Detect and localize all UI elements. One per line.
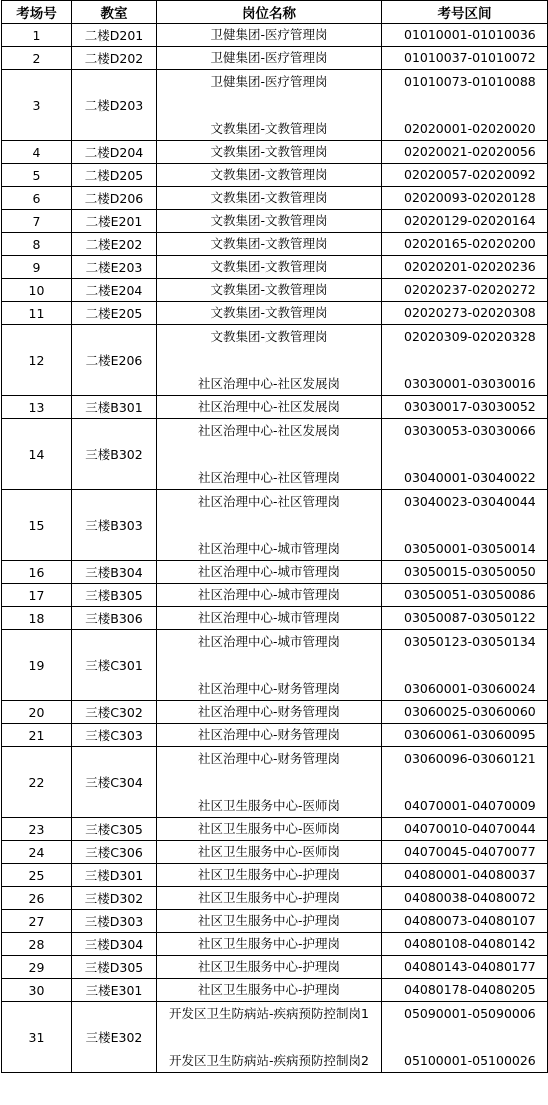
cell-position [157, 187, 382, 210]
cell-position [157, 419, 382, 490]
cell-exam-range [382, 164, 548, 187]
position-line: 文教集团-文教管理岗 [210, 236, 328, 251]
cell-position [157, 256, 382, 279]
exam-range-line: 03050087-03050122 [404, 610, 536, 625]
header-position: 岗位名称 [157, 1, 382, 24]
exam-range-line: 02020001-02020020 [404, 120, 536, 136]
table-row [2, 1002, 548, 1073]
exam-range-line: 02020237-02020272 [404, 282, 536, 297]
table-row [2, 607, 548, 630]
cell-classroom: 二楼E206 [72, 325, 157, 396]
exam-range-line: 03060096-03060121 [404, 751, 536, 766]
cell-exam-range [382, 279, 548, 302]
cell-exam-range [382, 141, 548, 164]
exam-range-line: 02020093-02020128 [404, 190, 536, 205]
cell-classroom: 三楼B306 [72, 607, 157, 630]
cell-classroom: 二楼D204 [72, 141, 157, 164]
cell-position [157, 747, 382, 818]
cell-room-no: 17 [2, 584, 72, 607]
cell-classroom: 三楼E302 [72, 1002, 157, 1073]
position-line: 社区卫生服务中心-护理岗 [197, 959, 340, 974]
cell-classroom: 三楼C306 [72, 841, 157, 864]
cell-position [157, 584, 382, 607]
cell-exam-range [382, 396, 548, 419]
cell-position [157, 887, 382, 910]
exam-range-line: 04070010-04070044 [404, 821, 536, 836]
exam-range-line: 04070001-04070009 [404, 797, 536, 813]
position-line: 社区治理中心-社区发展岗 [197, 423, 340, 438]
table-row [2, 841, 548, 864]
cell-position [157, 910, 382, 933]
cell-room-no: 10 [2, 279, 72, 302]
cell-classroom: 二楼E203 [72, 256, 157, 279]
header-row [2, 1, 548, 24]
exam-range-line: 03060061-03060095 [404, 727, 536, 742]
cell-classroom: 三楼C304 [72, 747, 157, 818]
cell-exam-range [382, 1002, 548, 1073]
cell-position [157, 210, 382, 233]
cell-exam-range [382, 256, 548, 279]
cell-exam-range [382, 864, 548, 887]
cell-classroom: 三楼C302 [72, 701, 157, 724]
table-body [2, 24, 548, 1073]
cell-classroom: 二楼D206 [72, 187, 157, 210]
position-line: 文教集团-文教管理岗 [210, 120, 328, 136]
exam-range-line: 02020057-02020092 [404, 167, 536, 182]
cell-position [157, 490, 382, 561]
cell-classroom: 三楼C301 [72, 630, 157, 701]
exam-range-line: 03050001-03050014 [404, 540, 536, 556]
cell-room-no: 29 [2, 956, 72, 979]
cell-position [157, 956, 382, 979]
table-row [2, 187, 548, 210]
cell-exam-range [382, 210, 548, 233]
cell-exam-range [382, 747, 548, 818]
position-line: 社区卫生服务中心-护理岗 [197, 982, 340, 997]
cell-room-no: 18 [2, 607, 72, 630]
cell-position [157, 979, 382, 1002]
cell-classroom: 三楼B305 [72, 584, 157, 607]
cell-room-no: 19 [2, 630, 72, 701]
cell-room-no: 25 [2, 864, 72, 887]
position-line: 社区治理中心-财务管理岗 [197, 751, 340, 766]
cell-room-no: 16 [2, 561, 72, 584]
cell-room-no: 12 [2, 325, 72, 396]
table-row [2, 887, 548, 910]
cell-classroom: 三楼B304 [72, 561, 157, 584]
cell-exam-range [382, 818, 548, 841]
cell-position [157, 47, 382, 70]
cell-room-no: 22 [2, 747, 72, 818]
cell-classroom: 二楼D203 [72, 70, 157, 141]
position-line: 文教集团-文教管理岗 [210, 329, 328, 344]
cell-exam-range [382, 302, 548, 325]
cell-classroom: 二楼E201 [72, 210, 157, 233]
cell-classroom: 二楼D201 [72, 24, 157, 47]
cell-position [157, 325, 382, 396]
position-line: 社区治理中心-城市管理岗 [197, 587, 340, 602]
table-row [2, 210, 548, 233]
cell-position [157, 1002, 382, 1073]
cell-room-no: 14 [2, 419, 72, 490]
table-row [2, 325, 548, 396]
table-row [2, 233, 548, 256]
position-line: 社区治理中心-城市管理岗 [197, 564, 340, 579]
cell-exam-range [382, 841, 548, 864]
exam-range-line: 04080178-04080205 [404, 982, 536, 997]
cell-room-no: 20 [2, 701, 72, 724]
cell-room-no: 30 [2, 979, 72, 1002]
cell-position [157, 233, 382, 256]
exam-range-line: 03030017-03030052 [404, 399, 536, 414]
cell-exam-range [382, 419, 548, 490]
table-row [2, 584, 548, 607]
table-row [2, 279, 548, 302]
cell-position [157, 607, 382, 630]
table-row [2, 979, 548, 1002]
cell-room-no: 21 [2, 724, 72, 747]
cell-classroom: 三楼C305 [72, 818, 157, 841]
cell-position [157, 701, 382, 724]
header-classroom: 教室 [72, 1, 157, 24]
position-line: 卫健集团-医疗管理岗 [210, 27, 328, 42]
cell-position [157, 561, 382, 584]
cell-classroom: 三楼B303 [72, 490, 157, 561]
table-row [2, 701, 548, 724]
cell-position [157, 630, 382, 701]
position-line: 开发区卫生防病站-疾病预防控制岗1 [169, 1006, 369, 1021]
position-line: 文教集团-文教管理岗 [210, 305, 328, 320]
cell-room-no: 8 [2, 233, 72, 256]
cell-position [157, 396, 382, 419]
cell-room-no: 9 [2, 256, 72, 279]
cell-exam-range [382, 724, 548, 747]
table-row [2, 419, 548, 490]
exam-range-line: 04080038-04080072 [404, 890, 536, 905]
cell-exam-range [382, 187, 548, 210]
cell-position [157, 864, 382, 887]
cell-exam-range [382, 956, 548, 979]
cell-position [157, 70, 382, 141]
table-row [2, 630, 548, 701]
cell-room-no: 15 [2, 490, 72, 561]
cell-exam-range [382, 233, 548, 256]
cell-position [157, 724, 382, 747]
cell-exam-range [382, 325, 548, 396]
position-line: 社区治理中心-城市管理岗 [197, 540, 340, 556]
position-line: 社区治理中心-城市管理岗 [197, 610, 340, 625]
cell-position [157, 818, 382, 841]
position-line: 文教集团-文教管理岗 [210, 259, 328, 274]
cell-room-no: 2 [2, 47, 72, 70]
position-line: 社区卫生服务中心-护理岗 [197, 936, 340, 951]
cell-room-no: 1 [2, 24, 72, 47]
cell-position [157, 279, 382, 302]
cell-position [157, 841, 382, 864]
exam-range-line: 03050015-03050050 [404, 564, 536, 579]
exam-range-line: 03030001-03030016 [404, 375, 536, 391]
exam-range-line: 01010001-01010036 [404, 27, 536, 42]
position-line: 社区卫生服务中心-护理岗 [197, 867, 340, 882]
cell-room-no: 28 [2, 933, 72, 956]
table-row [2, 747, 548, 818]
cell-classroom: 二楼E205 [72, 302, 157, 325]
table-row [2, 302, 548, 325]
table-row [2, 47, 548, 70]
exam-range-line: 02020165-02020200 [404, 236, 536, 251]
position-line: 社区卫生服务中心-医师岗 [197, 797, 340, 813]
cell-exam-range [382, 584, 548, 607]
position-line: 社区治理中心-社区管理岗 [197, 469, 340, 485]
table-row [2, 141, 548, 164]
exam-range-line: 03040001-03040022 [404, 469, 536, 485]
position-line: 社区卫生服务中心-护理岗 [197, 913, 340, 928]
table-row [2, 910, 548, 933]
cell-exam-range [382, 490, 548, 561]
cell-exam-range [382, 24, 548, 47]
cell-classroom: 三楼E301 [72, 979, 157, 1002]
table-row [2, 561, 548, 584]
position-line: 社区治理中心-城市管理岗 [197, 634, 340, 649]
exam-range-line: 04080073-04080107 [404, 913, 536, 928]
exam-range-line: 04070045-04070077 [404, 844, 536, 859]
cell-room-no: 11 [2, 302, 72, 325]
cell-classroom: 二楼D202 [72, 47, 157, 70]
cell-position [157, 164, 382, 187]
cell-exam-range [382, 933, 548, 956]
cell-classroom: 三楼D303 [72, 910, 157, 933]
table-row [2, 396, 548, 419]
cell-exam-range [382, 701, 548, 724]
cell-room-no: 31 [2, 1002, 72, 1073]
exam-range-line: 03040023-03040044 [404, 494, 536, 509]
cell-room-no: 13 [2, 396, 72, 419]
exam-range-line: 01010037-01010072 [404, 50, 536, 65]
exam-range-line: 05090001-05090006 [404, 1006, 536, 1021]
header-exam-range: 考号区间 [382, 1, 548, 24]
position-line: 卫健集团-医疗管理岗 [210, 50, 328, 65]
cell-classroom: 三楼D305 [72, 956, 157, 979]
exam-range-line: 02020021-02020056 [404, 144, 536, 159]
cell-room-no: 24 [2, 841, 72, 864]
exam-range-line: 05100001-05100026 [404, 1052, 536, 1068]
position-line: 文教集团-文教管理岗 [210, 213, 328, 228]
exam-range-line: 01010073-01010088 [404, 74, 536, 89]
position-line: 社区治理中心-社区管理岗 [197, 494, 340, 509]
cell-exam-range [382, 47, 548, 70]
position-line: 社区治理中心-财务管理岗 [197, 704, 340, 719]
cell-position [157, 302, 382, 325]
position-line: 文教集团-文教管理岗 [210, 144, 328, 159]
cell-classroom: 二楼E202 [72, 233, 157, 256]
cell-room-no: 27 [2, 910, 72, 933]
position-line: 文教集团-文教管理岗 [210, 167, 328, 182]
cell-classroom: 二楼D205 [72, 164, 157, 187]
position-line: 开发区卫生防病站-疾病预防控制岗2 [169, 1052, 369, 1068]
cell-exam-range [382, 70, 548, 141]
exam-range-line: 04080143-04080177 [404, 959, 536, 974]
cell-exam-range [382, 630, 548, 701]
table-row [2, 818, 548, 841]
table-row [2, 864, 548, 887]
cell-classroom: 三楼D304 [72, 933, 157, 956]
position-line: 社区卫生服务中心-护理岗 [197, 890, 340, 905]
table-row [2, 724, 548, 747]
cell-classroom: 二楼E204 [72, 279, 157, 302]
cell-exam-range [382, 561, 548, 584]
cell-room-no: 23 [2, 818, 72, 841]
cell-room-no: 3 [2, 70, 72, 141]
table-row [2, 70, 548, 141]
position-line: 社区卫生服务中心-医师岗 [197, 821, 340, 836]
exam-range-line: 03050051-03050086 [404, 587, 536, 602]
position-line: 社区卫生服务中心-医师岗 [197, 844, 340, 859]
position-line: 卫健集团-医疗管理岗 [210, 74, 328, 89]
exam-range-line: 02020201-02020236 [404, 259, 536, 274]
table-row [2, 24, 548, 47]
position-line: 社区治理中心-财务管理岗 [197, 680, 340, 696]
cell-room-no: 4 [2, 141, 72, 164]
cell-room-no: 5 [2, 164, 72, 187]
exam-room-table [1, 0, 548, 1073]
cell-position [157, 141, 382, 164]
exam-range-line: 02020129-02020164 [404, 213, 536, 228]
cell-exam-range [382, 979, 548, 1002]
exam-range-line: 02020309-02020328 [404, 329, 536, 344]
exam-range-line: 04080001-04080037 [404, 867, 536, 882]
cell-classroom: 三楼D301 [72, 864, 157, 887]
cell-classroom: 三楼B302 [72, 419, 157, 490]
cell-exam-range [382, 607, 548, 630]
exam-range-line: 03060025-03060060 [404, 704, 536, 719]
position-line: 社区治理中心-财务管理岗 [197, 727, 340, 742]
position-line: 文教集团-文教管理岗 [210, 282, 328, 297]
cell-exam-range [382, 910, 548, 933]
exam-range-line: 04080108-04080142 [404, 936, 536, 951]
cell-classroom: 三楼C303 [72, 724, 157, 747]
table-row [2, 164, 548, 187]
cell-position [157, 24, 382, 47]
cell-room-no: 7 [2, 210, 72, 233]
cell-classroom: 三楼B301 [72, 396, 157, 419]
header-room-no: 考场号 [2, 1, 72, 24]
position-line: 社区治理中心-社区发展岗 [197, 399, 340, 414]
position-line: 文教集团-文教管理岗 [210, 190, 328, 205]
cell-exam-range [382, 887, 548, 910]
cell-room-no: 6 [2, 187, 72, 210]
table-row [2, 956, 548, 979]
cell-room-no: 26 [2, 887, 72, 910]
exam-range-line: 02020273-02020308 [404, 305, 536, 320]
position-line: 社区治理中心-社区发展岗 [197, 375, 340, 391]
exam-range-line: 03060001-03060024 [404, 680, 536, 696]
exam-range-line: 03030053-03030066 [404, 423, 536, 438]
table-row [2, 933, 548, 956]
table-row [2, 256, 548, 279]
table-row [2, 490, 548, 561]
exam-range-line: 03050123-03050134 [404, 634, 536, 649]
cell-position [157, 933, 382, 956]
cell-classroom: 三楼D302 [72, 887, 157, 910]
